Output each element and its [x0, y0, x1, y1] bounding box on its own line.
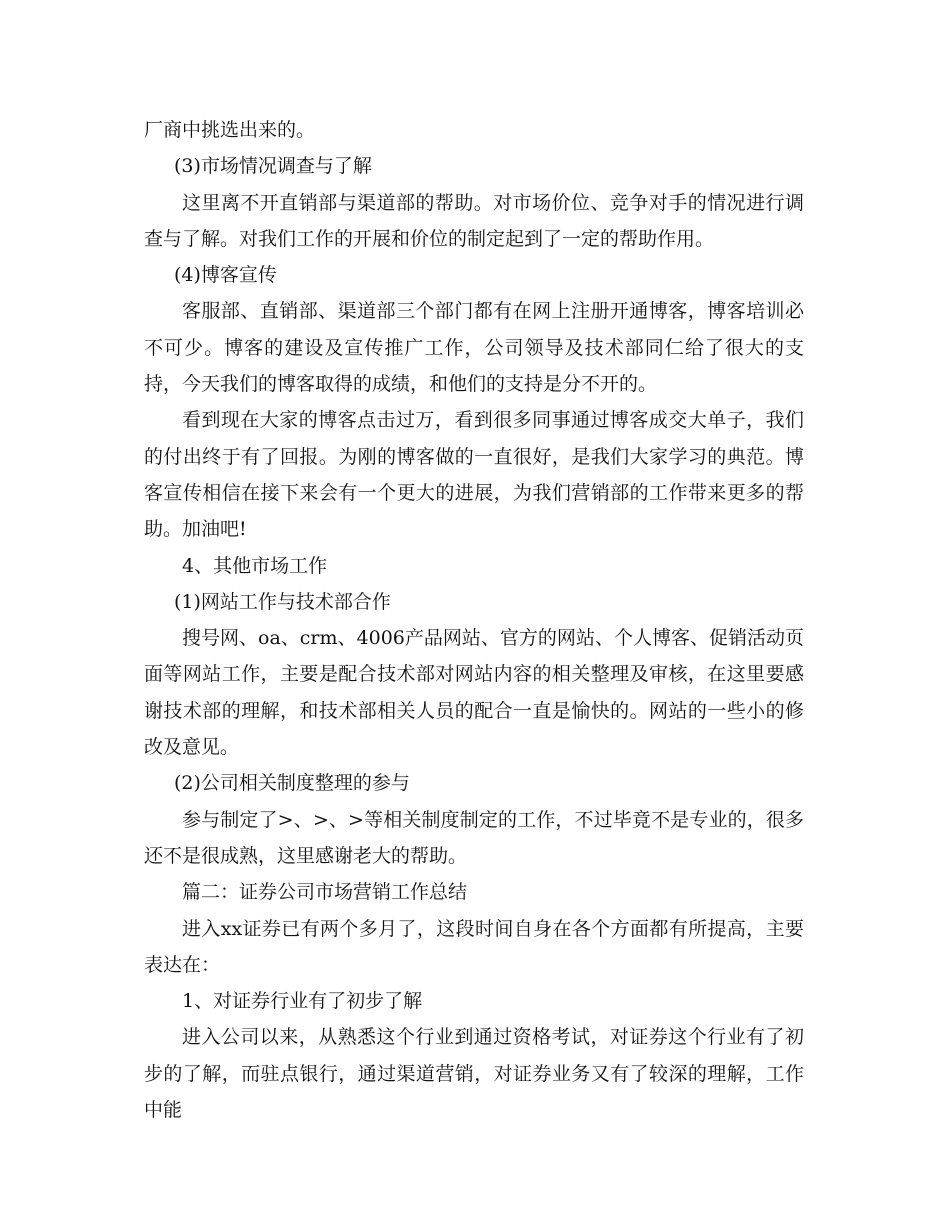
paragraph: 这里离不开直销部与渠道部的帮助。对市场价位、竞争对手的情况进行调查与了解。对我们工作的开展和价位的制定起到了一定的帮助作用。: [144, 191, 804, 250]
paragraph: 看到现在大家的博客点击过万，看到很多同事通过博客成交大单子，我们的付出终于有了回报。为刚的博客做的一直很好，是我们大家学习的典范。博客宣传相信在接下来会有一个更大的进展，为我们营销部的工作带来更多的帮助。加油吧!: [144, 409, 804, 541]
subheading: (4)博客宣传: [174, 264, 277, 287]
section-heading: 1、对证券行业有了初步了解: [182, 990, 423, 1013]
paragraph: 厂商中挑选出来的。: [144, 119, 316, 141]
subheading: (2)公司相关制度整理的参与: [174, 772, 410, 795]
paragraph: 进入公司以来，从熟悉这个行业到通过资格考试，对证券这个行业有了初步的了解，而驻点银行，通过渠道营销，对证券业务又有了较深的理解，工作中能: [144, 1026, 804, 1122]
paragraph: 参与制定了>、>、>等相关制度制定的工作，不过毕竟不是专业的，很多还不是很成熟，这里感谢老大的帮助。: [144, 808, 804, 867]
paragraph: 搜号网、oa、crm、4006产品网站、官方的网站、个人博客、促销活动页面等网站工作，主要是配合技术部对网站内容的相关整理及审核，在这里要感谢技术部的理解，和技术部相关人员的配合一直是愉快的。网站的一些小的修改及意见。: [144, 627, 804, 759]
paragraph: 客服部、直销部、渠道部三个部门都有在网上注册开通博客，博客培训必不可少。博客的建设及宣传推广工作，公司领导及技术部同仁给了很大的支持，今天我们的博客取得的成绩，和他们的支持是分不开的。: [144, 300, 804, 396]
chapter-heading: 篇二：证券公司市场营销工作总结: [182, 881, 468, 904]
subheading: (3)市场情况调查与了解: [174, 155, 372, 178]
section-heading: 4、其他市场工作: [182, 554, 328, 577]
document-body: [144, 112, 804, 1128]
subheading: (1)网站工作与技术部合作: [174, 590, 391, 613]
paragraph: 进入xx证券已有两个多月了，这段时间自身在各个方面都有所提高，主要表达在：: [144, 917, 804, 976]
